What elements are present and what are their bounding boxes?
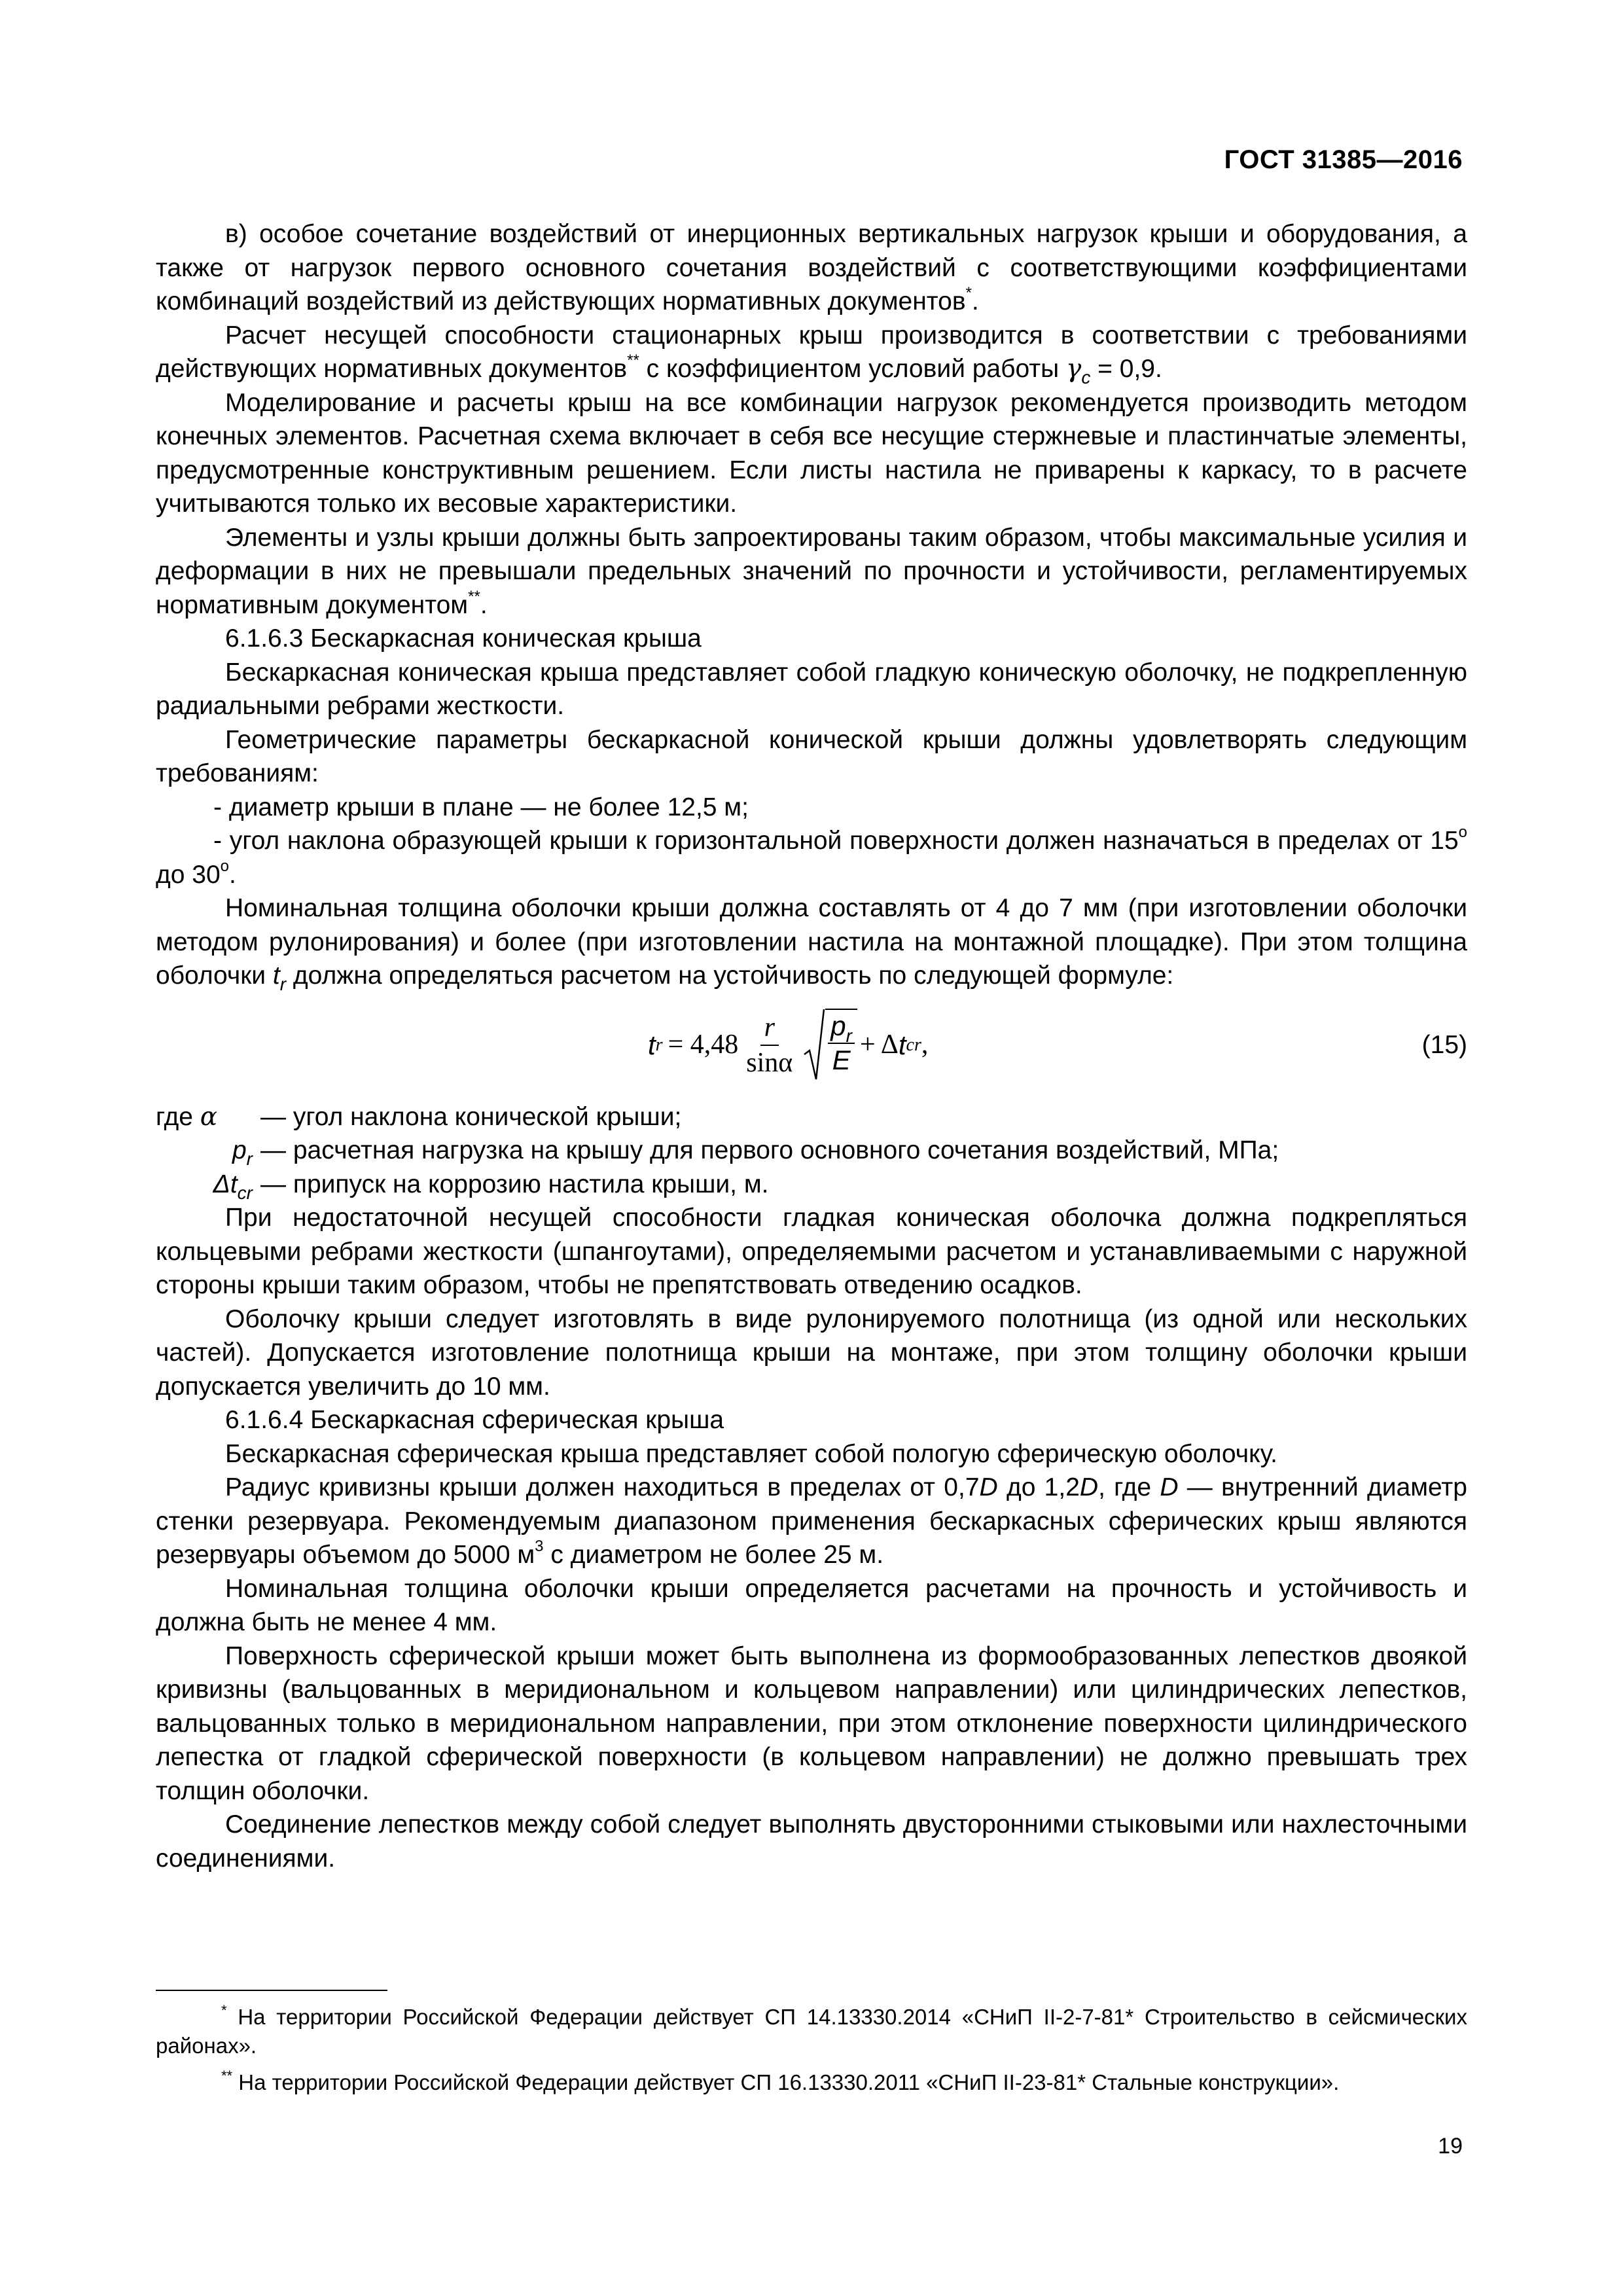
list-item: - угол наклона образующей крыши к горизонтальной поверхности должен назначаться в пределах от $15^о$ до $30^о$. bbox=[156, 823, 1467, 889]
footnote: * На территории Российской Федерации действует СП 14.13330.2014 «СНиП II-2-7-81* Строительство в сейсмических районах». bbox=[156, 2002, 1467, 2058]
paragraph: При недостаточной несущей способности гладкая коническая оболочка должна подкрепляться кольцевыми ребрами жесткости (шпангоутами), определяемыми расчетом и устанавливаемыми с наружной стороны крыши таким образом, чтобы не препятствовать отведению осадков. bbox=[156, 1204, 1467, 1299]
paragraph: Элементы и узлы крыши должны быть запроектированы таким образом, чтобы максимальные усилия и деформации в них не превышали предельных значений по прочности и устойчивости, регламентируемых нормативным документом**. bbox=[156, 523, 1467, 619]
paragraph: Соединение лепестков между собой следует выполнять двусторонними стыковыми или нахлесточными соединениями. bbox=[156, 1810, 1467, 1873]
document-header: ГОСТ 31385—2016 bbox=[1224, 145, 1463, 174]
footnote-divider bbox=[156, 1990, 387, 1991]
definition-row: где α — угол наклона конической крыши; bbox=[156, 1102, 682, 1132]
definition-row: $p_r$ — расчетная нагрузка на крышу для первого основного сочетания воздействий, МПа; bbox=[232, 1136, 1279, 1169]
formula-number: (15) bbox=[1421, 1030, 1467, 1059]
footnote-ref[interactable]: ** bbox=[468, 587, 480, 605]
fraction: $\frac{r}{\sin\alpha}$ bbox=[742, 1011, 796, 1080]
formula-block bbox=[156, 998, 1467, 1096]
footnotes bbox=[156, 2003, 1467, 2105]
paragraph: Оболочку крыши следует изготовлять в виде рулонируемого полотнища (из одной или нескольких частей). Допускается изготовление полотнища крыши на монтаже, при этом толщину оболочки крыши допускается увеличить до 10 мм. bbox=[156, 1304, 1467, 1401]
definition-list bbox=[156, 1100, 1467, 1202]
paragraph: Бескаркасная сферическая крыша представляет собой пологую сферическую оболочку. bbox=[225, 1439, 1278, 1468]
paragraph: Бескаркасная коническая крыша представляет собой гладкую коническую оболочку, не подкрепленную радиальными ребрами жесткости. bbox=[156, 658, 1467, 720]
radical-sign-icon bbox=[803, 1009, 825, 1082]
formula: t r = 4,48 $\frac{r}{\sin\alpha}$ $\frac{p_r}{E}$ + Δ t cr , bbox=[648, 1006, 928, 1085]
paragraph: Геометрические параметры бескаркасной конической крыши должны удовлетворять следующим требованиям: bbox=[156, 725, 1467, 787]
paragraph: Радиус кривизны крыши должен находиться в пределах от 0,7D до 1,2D, где D — внутренний диаметр стенки резервуара. Рекомендуемым диапазоном применения бескаркасных сферических крыш являются резервуары объемом до 5000 $м^3$ с диаметром не более 25 м. bbox=[156, 1473, 1467, 1569]
footnote: ** На территории Российской Федерации действует СП 16.13330.2011 «СНиП II-23-81* Стальные конструкции». bbox=[221, 2068, 1340, 2094]
paragraph: Расчет несущей способности стационарных крыш производится в соответствии с требованиями действующих нормативных документов** с коэффициентом условий работы $\gamma_c = 0,9$. bbox=[156, 321, 1467, 387]
paragraph: в) особое сочетание воздействий от инерционных вертикальных нагрузок крыши и оборудования, а также от нагрузок первого основного сочетания воздействий с соответствующими коэффициентами комбинаций воздействий из действующих нормативных документов*. bbox=[156, 220, 1467, 315]
footnote-ref[interactable]: * bbox=[965, 284, 972, 302]
section-heading: 6.1.6.4 Бескаркасная сферическая крыша bbox=[225, 1406, 724, 1434]
footnote-ref[interactable]: ** bbox=[627, 351, 639, 369]
paragraph: Поверхность сферической крыши может быть выполнена из формообразованных лепестков двоякой кривизны (вальцованных в меридиональном и кольцевом направлении) или цилиндрических лепестков, вальцованных только в меридиональном направлении, при этом отклонение поверхности цилиндрического лепестка от гладкой сферической поверхности (в кольцевом направлении) не должно превышать трех толщин оболочки. bbox=[156, 1641, 1467, 1805]
list-item: - диаметр крыши в плане — не более 12,5 м; bbox=[213, 793, 749, 821]
definition-row: $\Delta t_{cr}$ — припуск на коррозию настила крыши, м. bbox=[213, 1170, 769, 1203]
section-heading: 6.1.6.3 Бескаркасная коническая крыша bbox=[225, 624, 702, 653]
document-body bbox=[156, 217, 1467, 1875]
page-number: 19 bbox=[1438, 2134, 1463, 2159]
paragraph: Номинальная толщина оболочки крыши определяется расчетами на прочность и устойчивость и должна быть не менее 4 мм. bbox=[156, 1574, 1467, 1636]
paragraph: Моделирование и расчеты крыш на все комбинации нагрузок рекомендуется производить методом конечных элементов. Расчетная схема включает в себя все несущие стержневые и пластинчатые элементы, предусмотренные конструктивным решением. Если листы настила не приварены к каркасу, то в расчете учитываются только их весовые характеристики. bbox=[156, 388, 1467, 518]
square-root: $\frac{p_r}{E}$ bbox=[803, 1009, 857, 1082]
paragraph: Номинальная толщина оболочки крыши должна составлять от 4 до 7 мм (при изготовлении оболочки методом рулонирования) и более (при изготовлении настила на монтажной площадке). При этом толщина оболочки $t_r$ должна определяться расчетом на устойчивость по следующей формуле: bbox=[156, 894, 1467, 994]
